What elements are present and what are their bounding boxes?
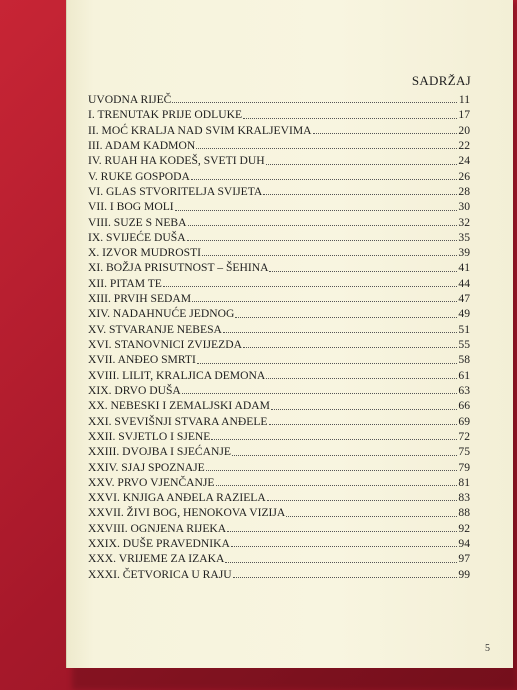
dot-leader xyxy=(211,438,457,440)
dot-leader xyxy=(223,331,457,333)
toc-entry xyxy=(88,551,470,566)
toc-entry-page: 35 xyxy=(458,230,470,244)
toc-entry-title: XXIX. DUŠE PRAVEDNIKA xyxy=(88,537,230,551)
toc-entry xyxy=(88,245,470,260)
toc-entry-page: 55 xyxy=(458,338,470,351)
toc-entry xyxy=(88,260,470,275)
toc-entry xyxy=(88,138,470,153)
toc-entry-page: 24 xyxy=(458,154,470,168)
dot-leader xyxy=(263,193,457,195)
dot-leader xyxy=(187,239,457,241)
toc-entry-title: VIII. SUZE S NEBA xyxy=(88,215,187,229)
dot-leader xyxy=(266,377,457,379)
toc-entry-page: 28 xyxy=(458,184,470,198)
toc-entry-page: 92 xyxy=(458,521,470,535)
dot-leader xyxy=(192,300,457,302)
toc-entry-page: 97 xyxy=(458,552,470,566)
dot-leader xyxy=(197,362,457,364)
toc-entry-page: 99 xyxy=(458,567,470,581)
toc-entry xyxy=(88,291,470,306)
toc-entry xyxy=(88,169,470,184)
toc-entry-page: 69 xyxy=(458,414,470,428)
toc-entry-page: 83 xyxy=(458,491,470,505)
toc-entry-title: IV. RUAH HA KODEŠ, SVETI DUH xyxy=(88,154,265,168)
dot-leader xyxy=(243,117,457,119)
toc-entry-title: XIX. DRVO DUŠA xyxy=(88,383,181,397)
toc-entry xyxy=(88,490,470,505)
toc-entry-page: 49 xyxy=(458,307,470,321)
toc-entry xyxy=(88,107,470,122)
dot-leader xyxy=(286,515,457,517)
toc-entry-page: 44 xyxy=(458,276,470,290)
dot-leader xyxy=(243,346,457,348)
toc-entry-page: 17 xyxy=(458,108,470,122)
toc-entry-page: 47 xyxy=(458,292,470,306)
toc-entry-title: I. TRENUTAK PRIJE ODLUKE xyxy=(88,108,243,122)
toc-entry-page: 79 xyxy=(458,460,470,474)
toc-entry-title: V. RUKE GOSPODA xyxy=(88,169,190,183)
book-page xyxy=(66,0,513,668)
toc-entry xyxy=(88,536,470,551)
toc-entry xyxy=(88,460,470,475)
dot-leader xyxy=(182,392,457,394)
toc-entry-title: III. ADAM KADMON xyxy=(88,138,196,152)
toc-entry xyxy=(88,521,470,536)
toc-entry-title: XXIV. SJAJ SPOZNAJE xyxy=(88,460,205,474)
toc-entry-title: XXV. PRVO VJENČANJE xyxy=(88,475,215,489)
toc-entry xyxy=(88,352,470,367)
toc-entry-page: 88 xyxy=(458,506,470,520)
table-of-contents xyxy=(88,92,470,582)
toc-entry xyxy=(88,505,470,520)
dot-leader xyxy=(191,178,457,180)
toc-entry-page: 39 xyxy=(458,246,470,260)
toc-entry-title: XX. NEBESKI I ZEMALJSKI ADAM xyxy=(88,399,270,413)
dot-leader xyxy=(267,499,457,501)
dot-leader xyxy=(233,576,457,578)
toc-entry xyxy=(88,199,470,214)
dot-leader xyxy=(271,408,457,410)
toc-entry xyxy=(88,306,470,321)
toc-entry-page: 75 xyxy=(458,445,470,459)
page-number: 5 xyxy=(485,643,490,654)
toc-entry-page: 41 xyxy=(458,261,470,275)
toc-entry-title: XVII. ANĐEO SMRTI xyxy=(88,353,196,367)
toc-entry-title: XVIII. LILIT, KRALJICA DEMONA xyxy=(88,368,266,382)
toc-entry-title: XXXI. ČETVORICA U RAJU xyxy=(88,567,232,581)
toc-entry-title: UVODNA RIJEČ xyxy=(88,93,172,106)
dot-leader xyxy=(313,132,457,134)
toc-entry-title: XXVII. ŽIVI BOG, HENOKOVA VIZIJA xyxy=(88,506,286,520)
toc-entry-title: XXIII. DVOJBA I SJEĆANJE xyxy=(88,445,231,459)
dot-leader xyxy=(202,254,457,256)
toc-entry xyxy=(88,414,470,429)
toc-entry-page: 51 xyxy=(458,322,470,336)
toc-entry xyxy=(88,567,470,582)
toc-entry xyxy=(88,230,470,245)
toc-entry xyxy=(88,92,470,107)
toc-entry-title: VI. GLAS STVORITELJA SVIJETA xyxy=(88,184,263,198)
dot-leader xyxy=(266,163,457,165)
toc-entry xyxy=(88,383,470,398)
dot-leader xyxy=(196,147,457,149)
toc-entry xyxy=(88,215,470,230)
page-title: SADRŽAJ xyxy=(411,73,471,88)
toc-entry xyxy=(88,368,470,383)
toc-entry xyxy=(88,153,470,168)
toc-entry-title: IX. SVIJEĆE DUŠA xyxy=(88,230,186,244)
toc-entry xyxy=(88,184,470,199)
toc-entry xyxy=(88,276,470,291)
toc-entry xyxy=(88,123,470,138)
toc-entry-page: 30 xyxy=(458,200,470,214)
dot-leader xyxy=(232,454,457,456)
toc-entry-page: 81 xyxy=(458,475,470,489)
dot-leader xyxy=(175,209,457,211)
toc-entry-title: XIII. PRVIH SEDAM xyxy=(88,292,192,306)
dot-leader xyxy=(216,484,457,486)
toc-entry-title: XXVIII. OGNJENA RIJEKA xyxy=(88,521,227,535)
toc-entry xyxy=(88,475,470,490)
toc-entry-page: 61 xyxy=(458,368,470,382)
dot-leader xyxy=(269,270,457,272)
toc-entry-title: VII. I BOG MOLI xyxy=(88,200,174,214)
toc-entry-title: II. MOĆ KRALJA NAD SVIM KRALJEVIMA xyxy=(88,123,312,137)
toc-entry xyxy=(88,444,470,459)
toc-entry-title: XXI. SVEVIŠNJI STVARA ANĐELE xyxy=(88,414,268,428)
toc-entry xyxy=(88,429,470,444)
toc-entry xyxy=(88,322,470,337)
toc-entry-title: XV. STVARANJE NEBESA xyxy=(88,322,222,336)
dot-leader xyxy=(231,545,457,547)
toc-entry-title: X. IZVOR MUDROSTI xyxy=(88,246,202,260)
dot-leader xyxy=(227,530,457,532)
dot-leader xyxy=(235,316,457,318)
toc-entry-title: XI. BOŽJA PRISUTNOST – ŠEHINA xyxy=(88,261,269,275)
dot-leader xyxy=(172,101,457,103)
dot-leader xyxy=(225,561,457,563)
toc-entry-page: 22 xyxy=(458,138,470,152)
toc-entry-page: 63 xyxy=(458,383,470,397)
toc-entry-title: XVI. STANOVNICI ZVIJEZDA xyxy=(88,338,242,351)
toc-entry-page: 32 xyxy=(458,215,470,229)
toc-entry-page: 94 xyxy=(458,537,470,551)
toc-entry-page: 20 xyxy=(458,123,470,137)
toc-entry xyxy=(88,337,470,352)
toc-entry-title: XIV. NADAHNUĆE JEDNOG xyxy=(88,307,235,321)
toc-entry-page: 66 xyxy=(458,399,470,413)
toc-entry-title: XXII. SVJETLO I SJENE xyxy=(88,429,211,443)
toc-entry-page: 58 xyxy=(458,353,470,367)
toc-entry-title: XII. PITAM TE xyxy=(88,276,162,290)
dot-leader xyxy=(206,469,457,471)
toc-entry-page: 26 xyxy=(458,169,470,183)
dot-leader xyxy=(163,285,457,287)
toc-entry-title: XXVI. KNJIGA ANĐELA RAZIELA xyxy=(88,491,266,505)
toc-entry-page: 72 xyxy=(458,429,470,443)
dot-leader xyxy=(269,423,458,425)
toc-entry-page: 11 xyxy=(458,93,470,106)
dot-leader xyxy=(188,224,457,226)
toc-entry-title: XXX. VRIJEME ZA IZAKA xyxy=(88,552,225,566)
toc-entry xyxy=(88,398,470,413)
